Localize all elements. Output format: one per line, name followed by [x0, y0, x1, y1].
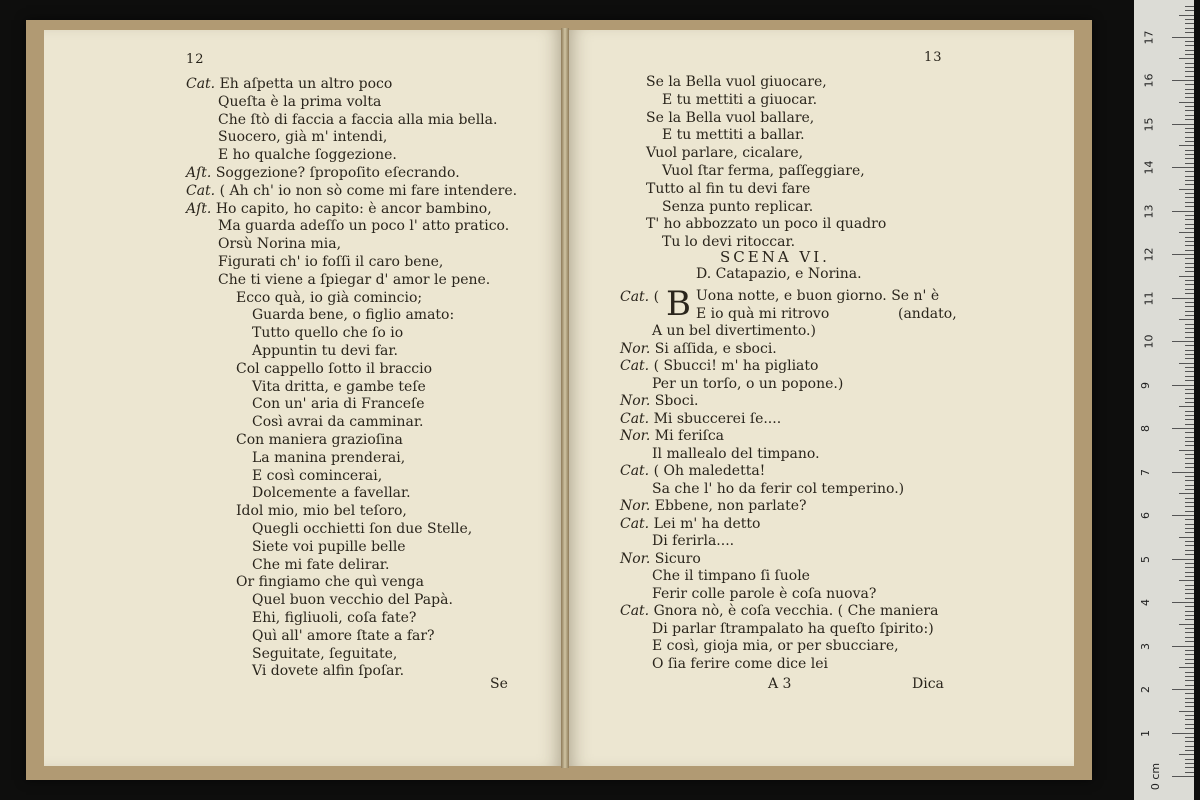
ruler-tick [1185, 432, 1194, 433]
ruler-tick [1185, 132, 1194, 133]
ruler-tick [1185, 271, 1194, 272]
speaker-name: Cat. [620, 358, 650, 374]
left-page-line: Suocero, già m' intendi, [218, 129, 388, 146]
ruler-tick [1185, 63, 1194, 64]
right-page-number: 13 [924, 50, 943, 65]
scene-characters: D. Catapazio, e Norina. [696, 266, 862, 282]
ruler-tick [1185, 724, 1194, 725]
speaker-name: Aſt. [186, 200, 212, 217]
dropcap-line-1: Uona notte, e buon giorno. Se n' è [696, 288, 940, 304]
ruler-tick [1172, 211, 1194, 212]
left-page-line: Vi dovete alfin ſpoſar. [252, 663, 405, 680]
ruler-tick [1185, 263, 1194, 264]
ruler-tick [1185, 424, 1194, 425]
left-page-line: Con un' aria di Franceſe [252, 396, 425, 413]
ruler-tick [1185, 411, 1194, 412]
ruler-tick [1179, 406, 1194, 407]
ruler-tick [1185, 128, 1194, 129]
ruler-tick [1185, 750, 1194, 751]
left-page-line: Che ſtò di faccia a faccia alla mia bella. [218, 111, 498, 128]
ruler-tick [1185, 380, 1194, 381]
right-page-line: Cat. ( Oh maledetta! [620, 463, 766, 479]
ruler-tick [1185, 437, 1194, 438]
ruler-tick [1172, 167, 1194, 168]
ruler-tick [1185, 593, 1194, 594]
ruler-tick [1185, 746, 1194, 747]
ruler-tick [1185, 467, 1194, 468]
ruler-tick [1185, 215, 1194, 216]
left-page-line: Ehi, figliuoli, coſa fate? [252, 610, 417, 626]
ruler-tick [1185, 685, 1194, 686]
ruler-tick [1185, 324, 1194, 325]
right-page-line: Nor. Sicuro [620, 550, 701, 567]
ruler-tick [1185, 89, 1194, 90]
ruler-tick [1185, 502, 1194, 503]
ruler-tick [1185, 524, 1194, 525]
ruler-tick [1185, 767, 1194, 768]
left-page-line: Ecco quà, io già comincio; [236, 289, 423, 306]
ruler-tick [1185, 628, 1194, 629]
right-page-line: Senza punto replicar. [662, 198, 814, 215]
right-page-line: Se la Bella vuol giuocare, [646, 74, 827, 90]
ruler-tick [1185, 284, 1194, 285]
right-page-line: Nor. Sboci. [620, 393, 699, 409]
ruler-tick [1185, 663, 1194, 664]
ruler-tick [1185, 415, 1194, 416]
ruler-label: 1 [1139, 729, 1152, 737]
ruler-tick [1172, 646, 1194, 647]
ruler-tick [1185, 250, 1194, 251]
left-page-line: Aſt. Ho capito, ho capito: è ancor bambino, [186, 200, 492, 217]
ruler-tick [1172, 472, 1194, 473]
left-page-line: La manina prenderai, [252, 449, 406, 466]
right-page-line: Di ferirla.... [652, 533, 735, 549]
ruler-tick [1185, 345, 1194, 346]
ruler-tick [1179, 319, 1194, 320]
left-page-line: Vita dritta, e gambe teſe [252, 378, 426, 395]
right-page-line: A un bel divertimento.) [652, 323, 816, 339]
ruler-tick [1185, 585, 1194, 586]
ruler-tick [1185, 619, 1194, 620]
left-page-line: Quì all' amore ſtate a far? [252, 627, 435, 644]
ruler-label: 3 [1139, 642, 1152, 650]
ruler-tick [1185, 289, 1194, 290]
ruler-tick [1185, 28, 1194, 29]
speaker-name: Cat. [186, 76, 216, 92]
ruler-label: 8 [1139, 425, 1152, 432]
left-page-line: Guarda bene, o figlio amato: [252, 307, 455, 324]
ruler-tick [1172, 80, 1194, 81]
ruler-tick [1179, 15, 1194, 16]
ruler-tick [1185, 241, 1194, 242]
drop-cap-letter: B [666, 284, 691, 324]
right-page-line: Vuol ſtar ferma, paſſeggiare, [662, 163, 865, 179]
right-page-line: Per un torſo, o un popone.) [652, 375, 844, 392]
ruler-tick [1185, 32, 1194, 33]
ruler-label: 15 [1142, 117, 1156, 131]
ruler-label: 13 [1142, 204, 1156, 218]
ruler-tick [1185, 224, 1194, 225]
signature-mark: A 3 [768, 676, 792, 692]
ruler-tick [1172, 776, 1194, 777]
ruler-tick [1172, 385, 1194, 386]
ruler-tick [1179, 58, 1194, 59]
ruler-tick [1185, 641, 1194, 642]
left-page-line: E ho qualche ſoggezione. [218, 147, 397, 164]
ruler-tick [1172, 124, 1194, 125]
left-page-line: Queſta è la prima volta [218, 93, 382, 110]
ruler-tick [1172, 559, 1194, 560]
ruler-tick [1185, 137, 1194, 138]
speaker-name: Nor. [620, 498, 651, 514]
ruler-tick [1185, 541, 1194, 542]
measuring-ruler [1134, 0, 1194, 800]
scene-title: SCENA VI. [720, 248, 830, 266]
ruler-tick [1185, 393, 1194, 394]
left-page-line: Cat. Eh aſpetta un altro poco [186, 76, 393, 92]
left-page-line: Or fingiamo che quì venga [236, 574, 424, 591]
ruler-tick [1185, 19, 1194, 20]
ruler-tick [1185, 672, 1194, 673]
ruler-tick [1185, 6, 1194, 7]
right-page-line: Nor. Ebbene, non parlate? [620, 498, 807, 514]
ruler-tick [1185, 611, 1194, 612]
book-gutter [561, 28, 569, 768]
dropcap-speaker [620, 289, 659, 306]
ruler-tick [1185, 171, 1194, 172]
right-page-line: Il mallealo del timpano. [652, 445, 820, 462]
ruler-tick [1185, 50, 1194, 51]
ruler-tick [1185, 258, 1194, 259]
ruler-tick [1179, 537, 1194, 538]
right-page-line: Nor. Mi feriſca [620, 428, 725, 444]
ruler-tick [1185, 650, 1194, 651]
ruler-tick [1185, 337, 1194, 338]
right-page-line: Di parlar ſtrampalato ha queſto ſpirito:) [652, 620, 934, 637]
ruler-tick [1185, 676, 1194, 677]
ruler-tick [1179, 624, 1194, 625]
ruler-tick [1185, 693, 1194, 694]
ruler-tick [1172, 428, 1194, 429]
right-page-line: Ferir colle parole è coſa nuova? [652, 585, 877, 602]
ruler-tick [1172, 254, 1194, 255]
left-page-line: Aſt. Soggezione? ſpropoſito eſecrando. [186, 165, 460, 181]
left-page-line: E così comincerai, [252, 467, 383, 484]
speaker-name: Aſt. [186, 165, 212, 181]
ruler-tick [1185, 545, 1194, 546]
ruler-tick [1185, 715, 1194, 716]
speaker-name: Nor. [620, 428, 651, 444]
ruler-tick [1179, 189, 1194, 190]
right-catchword: Dica [912, 676, 944, 692]
right-page-line: Che il timpano ſi ſuole [652, 568, 810, 584]
right-page-line: Nor. Si aſſida, e sboci. [620, 340, 777, 357]
ruler-tick [1185, 84, 1194, 85]
ruler-tick [1185, 76, 1194, 77]
left-page-line: Quegli occhietti ſon due Stelle, [252, 521, 473, 537]
ruler-tick [1185, 589, 1194, 590]
ruler-tick [1185, 197, 1194, 198]
left-page-line: Figurati ch' io foſſi il caro bene, [218, 254, 444, 270]
left-page-number: 12 [186, 52, 205, 67]
ruler-tick [1172, 298, 1194, 299]
ruler-tick [1185, 763, 1194, 764]
ruler-tick [1185, 511, 1194, 512]
right-page-line: Sa che l' ho da ferir col temperino.) [652, 480, 905, 497]
right-page-line: Tu lo devi ritoccar. [662, 234, 796, 251]
ruler-label: 5 [1139, 555, 1152, 563]
ruler-label: 10 [1142, 334, 1156, 349]
ruler-tick [1185, 245, 1194, 246]
ruler-tick [1185, 71, 1194, 72]
ruler-tick [1185, 371, 1194, 372]
ruler-tick [1185, 267, 1194, 268]
left-page-line: Tutto quello che ſo io [252, 325, 404, 342]
ruler-tick [1179, 711, 1194, 712]
ruler-tick [1185, 563, 1194, 564]
ruler-tick [1185, 54, 1194, 55]
ruler-tick [1185, 332, 1194, 333]
ruler-tick [1185, 476, 1194, 477]
ruler-label: 6 [1139, 512, 1152, 519]
speaker-name: Cat. [620, 463, 650, 479]
ruler-tick [1185, 654, 1194, 655]
ruler-tick [1185, 23, 1194, 24]
ruler-tick [1185, 306, 1194, 307]
ruler-tick [1185, 606, 1194, 607]
left-page-line: Seguitate, ſeguitate, [252, 645, 398, 662]
ruler-tick [1185, 454, 1194, 455]
ruler-tick [1185, 728, 1194, 729]
ruler-tick [1185, 554, 1194, 555]
ruler-tick [1185, 293, 1194, 294]
ruler-tick [1185, 567, 1194, 568]
ruler-tick [1185, 315, 1194, 316]
speaker-name: Nor. [620, 393, 651, 409]
ruler-tick [1185, 154, 1194, 155]
ruler-tick [1185, 119, 1194, 120]
left-page-line: Cat. ( Ah ch' io non sò come mi fare intendere. [186, 182, 518, 199]
ruler-tick [1172, 733, 1194, 734]
ruler-tick [1185, 445, 1194, 446]
left-page-line: Con maniera grazioſina [236, 432, 403, 448]
ruler-tick [1179, 580, 1194, 581]
left-page-line: Appuntin tu devi far. [252, 343, 398, 359]
ruler-tick [1185, 193, 1194, 194]
ruler-tick [1185, 206, 1194, 207]
ruler-tick [1185, 228, 1194, 229]
ruler-tick [1185, 532, 1194, 533]
ruler-tick [1185, 489, 1194, 490]
ruler-tick [1185, 598, 1194, 599]
speaker-name: Cat. [620, 603, 650, 619]
ruler-tick [1185, 550, 1194, 551]
ruler-tick [1185, 659, 1194, 660]
ruler-tick [1185, 311, 1194, 312]
ruler-tick [1179, 232, 1194, 233]
ruler-label: 9 [1139, 381, 1152, 389]
ruler-tick [1185, 680, 1194, 681]
ruler-tick [1185, 67, 1194, 68]
ruler-tick [1185, 698, 1194, 699]
ruler-tick [1185, 632, 1194, 633]
ruler-label: 2 [1139, 686, 1152, 693]
ruler-tick [1185, 106, 1194, 107]
ruler-tick [1185, 202, 1194, 203]
ruler-tick [1185, 97, 1194, 98]
ruler-tick [1185, 10, 1194, 11]
ruler-tick [1179, 145, 1194, 146]
ruler-tick [1185, 93, 1194, 94]
right-page-line: E così, gioja mia, or per sbucciare, [652, 638, 899, 654]
ruler-tick [1185, 158, 1194, 159]
ruler-tick [1185, 350, 1194, 351]
ruler-tick [1185, 398, 1194, 399]
ruler-tick [1185, 354, 1194, 355]
ruler-label: 4 [1139, 599, 1152, 606]
right-page-line: T' ho abbozzato un poco il quadro [646, 216, 887, 233]
speaker-name: Cat. [186, 182, 216, 199]
left-page-line: Così avrai da camminar. [252, 414, 424, 431]
ruler-tick [1172, 602, 1194, 603]
ruler-tick [1185, 615, 1194, 616]
dropcap-line-2: E io quà mi ritrovo [696, 306, 830, 322]
right-page-line: Vuol parlare, cicalare, [646, 145, 804, 162]
ruler-tick [1185, 110, 1194, 111]
ruler-tick [1185, 506, 1194, 507]
dropcap-line-2-right: (andato, [898, 306, 957, 322]
speaker-name: Cat. [620, 515, 650, 532]
ruler-label: 12 [1142, 247, 1156, 262]
left-page-line: Dolcemente a favellar. [252, 485, 411, 502]
left-page-line: Ma guarda adeſſo un poco l' atto pratico. [218, 218, 510, 235]
speaker-name: Nor. [620, 340, 651, 357]
ruler-tick [1185, 358, 1194, 359]
ruler-tick [1185, 528, 1194, 529]
ruler-tick [1185, 637, 1194, 638]
left-page-line: Che ti viene a ſpiegar d' amor le pene. [218, 271, 491, 288]
dropcap-paren: ( [653, 289, 660, 305]
left-page-line: Col cappello ſotto il braccio [236, 360, 433, 377]
speaker-name: Cat. [620, 410, 650, 427]
ruler-tick [1185, 702, 1194, 703]
ruler-tick [1185, 45, 1194, 46]
ruler-tick [1172, 341, 1194, 342]
ruler-tick [1185, 367, 1194, 368]
left-catchword: Se [490, 676, 508, 692]
right-page-line: Cat. Gnora nò, è coſa vecchia. ( Che maniera [620, 603, 939, 619]
right-page-line: O ſia ferire come dice lei [652, 655, 828, 672]
ruler-label: 17 [1142, 30, 1156, 44]
ruler-tick [1185, 115, 1194, 116]
ruler-tick [1185, 485, 1194, 486]
left-page-line: Che mi fate delirar. [252, 556, 390, 573]
right-page-line: Cat. Lei m' ha detto [620, 515, 761, 532]
ruler-tick [1185, 402, 1194, 403]
speaker-name: Nor. [620, 550, 651, 567]
left-page-line: Quel buon vecchio del Papà. [252, 592, 453, 609]
ruler-label: 11 [1142, 291, 1156, 305]
ruler-label: 16 [1142, 73, 1156, 88]
ruler-tick [1185, 389, 1194, 390]
ruler-tick [1185, 480, 1194, 481]
left-page-line: Idol mio, mio bel teſoro, [236, 503, 407, 520]
ruler-tick [1185, 759, 1194, 760]
ruler-tick [1185, 441, 1194, 442]
ruler-tick [1172, 515, 1194, 516]
right-page-line: E tu mettiti a ballar. [662, 127, 805, 144]
ruler-label: 0 cm [1149, 762, 1163, 791]
ruler-tick [1185, 719, 1194, 720]
right-page-line: Se la Bella vuol ballare, [646, 109, 815, 126]
right-page-line: Tutto al fin tu devi fare [646, 180, 811, 197]
ruler-tick [1179, 450, 1194, 451]
ruler-tick [1185, 519, 1194, 520]
ruler-tick [1185, 41, 1194, 42]
ruler-tick [1185, 237, 1194, 238]
ruler-tick [1185, 576, 1194, 577]
ruler-tick [1179, 493, 1194, 494]
ruler-tick [1179, 363, 1194, 364]
ruler-tick [1179, 667, 1194, 668]
ruler-tick [1185, 302, 1194, 303]
ruler-label: 7 [1139, 468, 1152, 476]
ruler-tick [1185, 180, 1194, 181]
left-page-line: Orsù Norina mia, [218, 236, 342, 253]
right-page-line: E tu mettiti a giuocar. [662, 91, 818, 108]
ruler-tick [1172, 37, 1194, 38]
ruler-tick [1179, 276, 1194, 277]
ruler-tick [1185, 163, 1194, 164]
ruler-tick [1179, 102, 1194, 103]
ruler-tick [1185, 376, 1194, 377]
ruler-tick [1172, 689, 1194, 690]
ruler-tick [1185, 328, 1194, 329]
ruler-tick [1185, 706, 1194, 707]
ruler-tick [1185, 737, 1194, 738]
ruler-tick [1185, 176, 1194, 177]
ruler-tick [1185, 150, 1194, 151]
ruler-tick [1185, 184, 1194, 185]
ruler-tick [1185, 458, 1194, 459]
ruler-tick [1179, 754, 1194, 755]
left-page-line: Siete voi pupille belle [252, 538, 406, 555]
right-page-line: Cat. Mi sbuccerei ſe.... [620, 410, 782, 427]
ruler-tick [1185, 419, 1194, 420]
ruler-label: 14 [1142, 160, 1156, 175]
ruler-tick [1185, 219, 1194, 220]
ruler-tick [1185, 498, 1194, 499]
ruler-tick [1185, 772, 1194, 773]
ruler-tick [1185, 463, 1194, 464]
ruler-tick [1185, 141, 1194, 142]
ruler-tick [1185, 280, 1194, 281]
ruler-tick [1185, 572, 1194, 573]
speaker-name: Cat. [620, 289, 650, 305]
ruler-tick [1185, 741, 1194, 742]
right-page-line: Cat. ( Sbucci! m' ha pigliato [620, 358, 819, 374]
